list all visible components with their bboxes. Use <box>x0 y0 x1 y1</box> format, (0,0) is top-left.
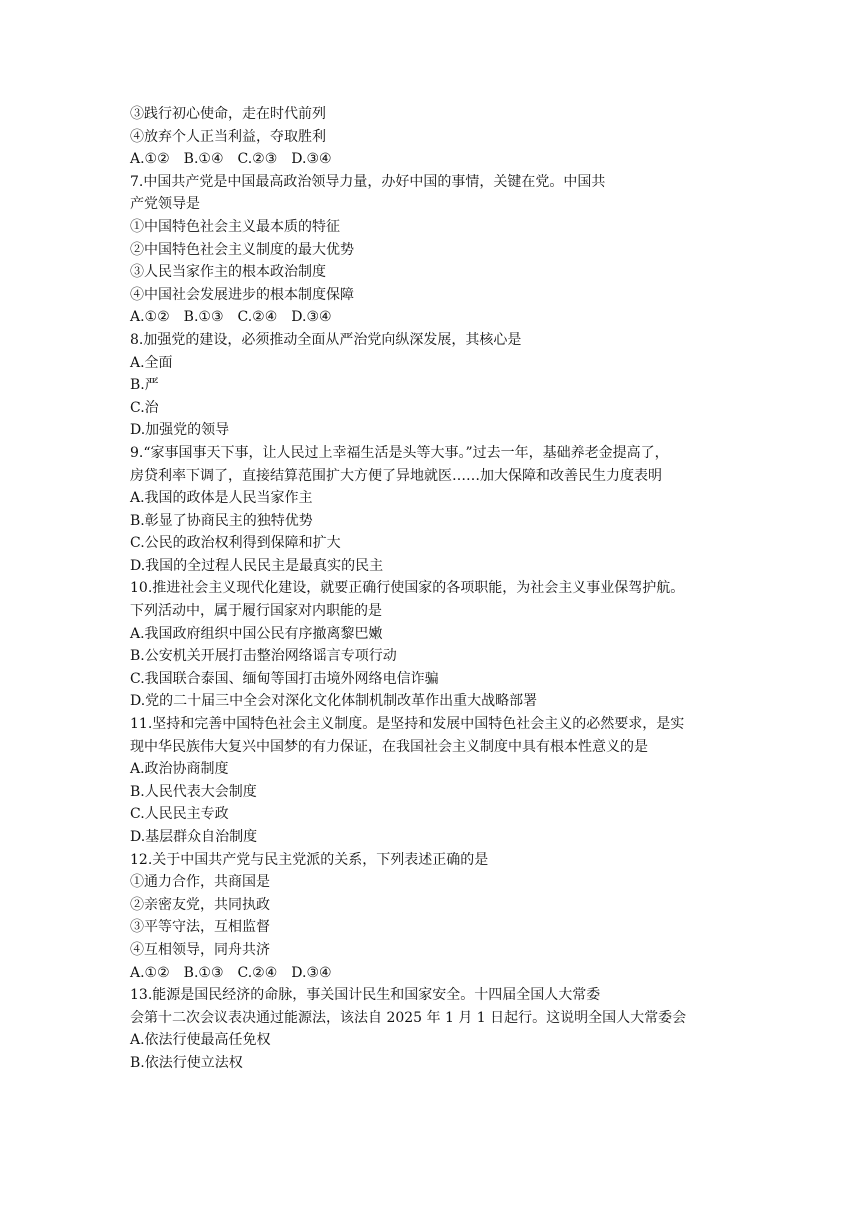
question-11-text: 11.坚持和完善中国特色社会主义制度。是坚持和发展中国特色社会主义的必然要求，是实 <box>130 716 685 733</box>
option-line: ①中国特色社会主义最本质的特征 <box>130 218 340 235</box>
answer-option: A.我国的政体是人民当家作主 <box>130 490 313 507</box>
option-line: ①通力合作，共商国是 <box>130 874 270 891</box>
question-13-text: 会第十二次会议表决通过能源法，该法自 2025 年 1 月 1 日起行。这说明全国人大常委会 <box>130 1009 687 1026</box>
answer-option: C.治 <box>130 399 159 416</box>
answer-option: D.党的二十届三中全会对深化文化体制机制改革作出重大战略部署 <box>130 693 538 710</box>
option-line: ③践行初心使命，走在时代前列 <box>130 106 326 122</box>
question-8-text: 8.加强党的建设，必须推动全面从严治党向纵深发展，其核心是 <box>130 331 522 348</box>
question-10-text: 下列活动中，属于履行国家对内职能的是 <box>130 603 382 620</box>
question-9-text: 9.“家事国事天下事，让人民过上幸福生活是头等大事。”过去一年，基础养老金提高了， <box>130 444 669 461</box>
question-9-text: 房贷利率下调了，直接结算范围扩大方便了异地就医……加大保障和改善民生力度表明 <box>130 467 662 484</box>
option-line: ②中国特色社会主义制度的最大优势 <box>130 241 354 258</box>
question-13-text: 13.能源是国民经济的命脉，事关国计民生和国家安全。十四届全国人大常委 <box>130 987 601 1004</box>
answer-option: A.我国政府组织中国公民有序撤离黎巴嫩 <box>130 625 383 642</box>
question-7-text: 7.中国共产党是中国最高政治领导力量，办好中国的事情，关键在党。中国共 <box>130 173 606 190</box>
question-12-text: 12.关于中国共产党与民主党派的关系，下列表述正确的是 <box>130 851 489 868</box>
answer-option: A.全面 <box>130 354 173 371</box>
answer-option: B.人民代表大会制度 <box>130 783 257 800</box>
question-11-text: 现中华民族伟大复兴中国梦的有力保证，在我国社会主义制度中具有根本性意义的是 <box>130 738 648 755</box>
option-line: ③平等守法，互相监督 <box>130 919 270 936</box>
answer-option: C.公民的政治权利得到保障和扩大 <box>130 535 341 552</box>
answer-option: C.我国联合泰国、缅甸等国打击境外网络电信诈骗 <box>130 670 439 687</box>
answer-option: C.人民民主专政 <box>130 806 229 823</box>
answer-option: A.政治协商制度 <box>130 761 229 778</box>
answer-option: B.严 <box>130 377 159 394</box>
answer-option: D.我国的全过程人民民主是最真实的民主 <box>130 557 384 574</box>
option-line: ④互相领导，同舟共济 <box>130 941 270 958</box>
answer-option: D.基层群众自治制度 <box>130 829 258 845</box>
answer-option: B.彰显了协商民主的独特优势 <box>130 512 313 529</box>
answer-option: D.加强党的领导 <box>130 422 230 439</box>
answer-option: B.依法行使立法权 <box>130 1054 243 1071</box>
question-7-text: 产党领导是 <box>130 196 200 213</box>
answer-option: A.依法行使最高任免权 <box>130 1032 271 1049</box>
option-line: ②亲密友党，共同执政 <box>130 896 270 913</box>
answer-choices: A.①② B.①④ C.②③ D.③④ <box>130 151 332 168</box>
answer-choices: A.①② B.①③ C.②④ D.③④ <box>130 309 332 326</box>
option-line: ④放弃个人正当利益，夺取胜利 <box>130 128 326 145</box>
question-10-text: 10.推进社会主义现代化建设，就要正确行使国家的各项职能，为社会主义事业保驾护航。 <box>130 580 685 597</box>
option-line: ④中国社会发展进步的根本制度保障 <box>130 286 354 303</box>
option-line: ③人民当家作主的根本政治制度 <box>130 264 326 281</box>
document-body <box>130 103 742 1075</box>
answer-option: B.公安机关开展打击整治网络谣言专项行动 <box>130 648 397 665</box>
answer-choices: A.①② B.①③ C.②④ D.③④ <box>130 964 332 981</box>
